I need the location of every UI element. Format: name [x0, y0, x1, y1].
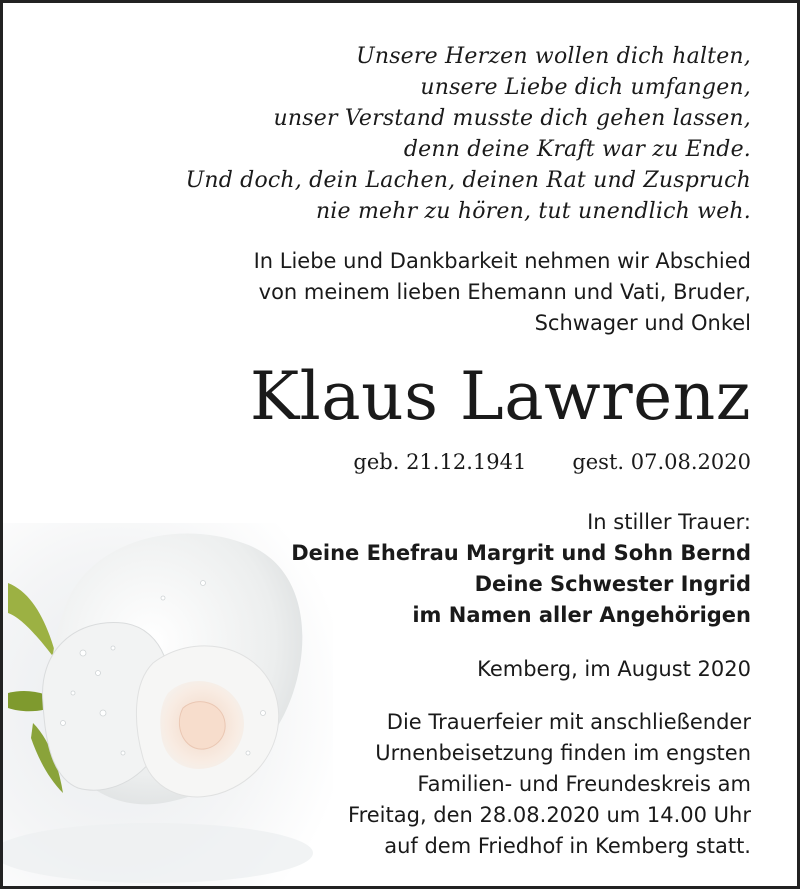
service-line: Familien- und Freundeskreis am: [417, 772, 751, 796]
intro-line: In Liebe und Dankbarkeit nehmen wir Abschied: [253, 249, 751, 273]
life-dates: [51, 447, 751, 477]
funeral-service-info: [51, 707, 751, 862]
death-date: gest. 07.08.2020: [572, 450, 751, 474]
poem: [51, 41, 751, 227]
place-date: Kemberg, im August 2020: [477, 657, 751, 681]
service-line: Freitag, den 28.08.2020 um 14.00 Uhr: [348, 803, 751, 827]
deceased-name: Klaus Lawrenz: [249, 358, 751, 435]
poem-line: unser Verstand musste dich gehen lassen,: [273, 106, 751, 131]
poem-line: denn deine Kraft war zu Ende.: [403, 137, 751, 162]
poem-line: unsere Liebe dich umfangen,: [420, 75, 751, 100]
poem-line: Und doch, dein Lachen, deinen Rat und Zuspruch: [185, 168, 751, 193]
service-line: Die Trauerfeier mit anschließender: [386, 710, 751, 734]
poem-line: Unsere Herzen wollen dich halten,: [356, 44, 751, 69]
service-line: auf dem Friedhof in Kemberg statt.: [384, 834, 751, 858]
mourners: [51, 507, 751, 631]
intro-line: von meinem lieben Ehemann und Vati, Bruder,: [258, 280, 751, 304]
poem-line: nie mehr zu hören, tut unendlich weh.: [315, 199, 751, 224]
farewell-intro: [51, 246, 751, 339]
mourners-heading: In stiller Trauer:: [587, 510, 751, 534]
mourner-line: im Namen aller Angehörigen: [412, 603, 751, 627]
mourner-line: Deine Schwester Ingrid: [474, 572, 751, 596]
intro-line: Schwager und Onkel: [534, 311, 751, 335]
mourner-line: Deine Ehefrau Margrit und Sohn Bernd: [291, 541, 751, 565]
service-line: Urnenbeisetzung finden im engsten: [375, 741, 751, 765]
obituary-text: [51, 41, 751, 862]
birth-date: geb. 21.12.1941: [353, 450, 527, 474]
